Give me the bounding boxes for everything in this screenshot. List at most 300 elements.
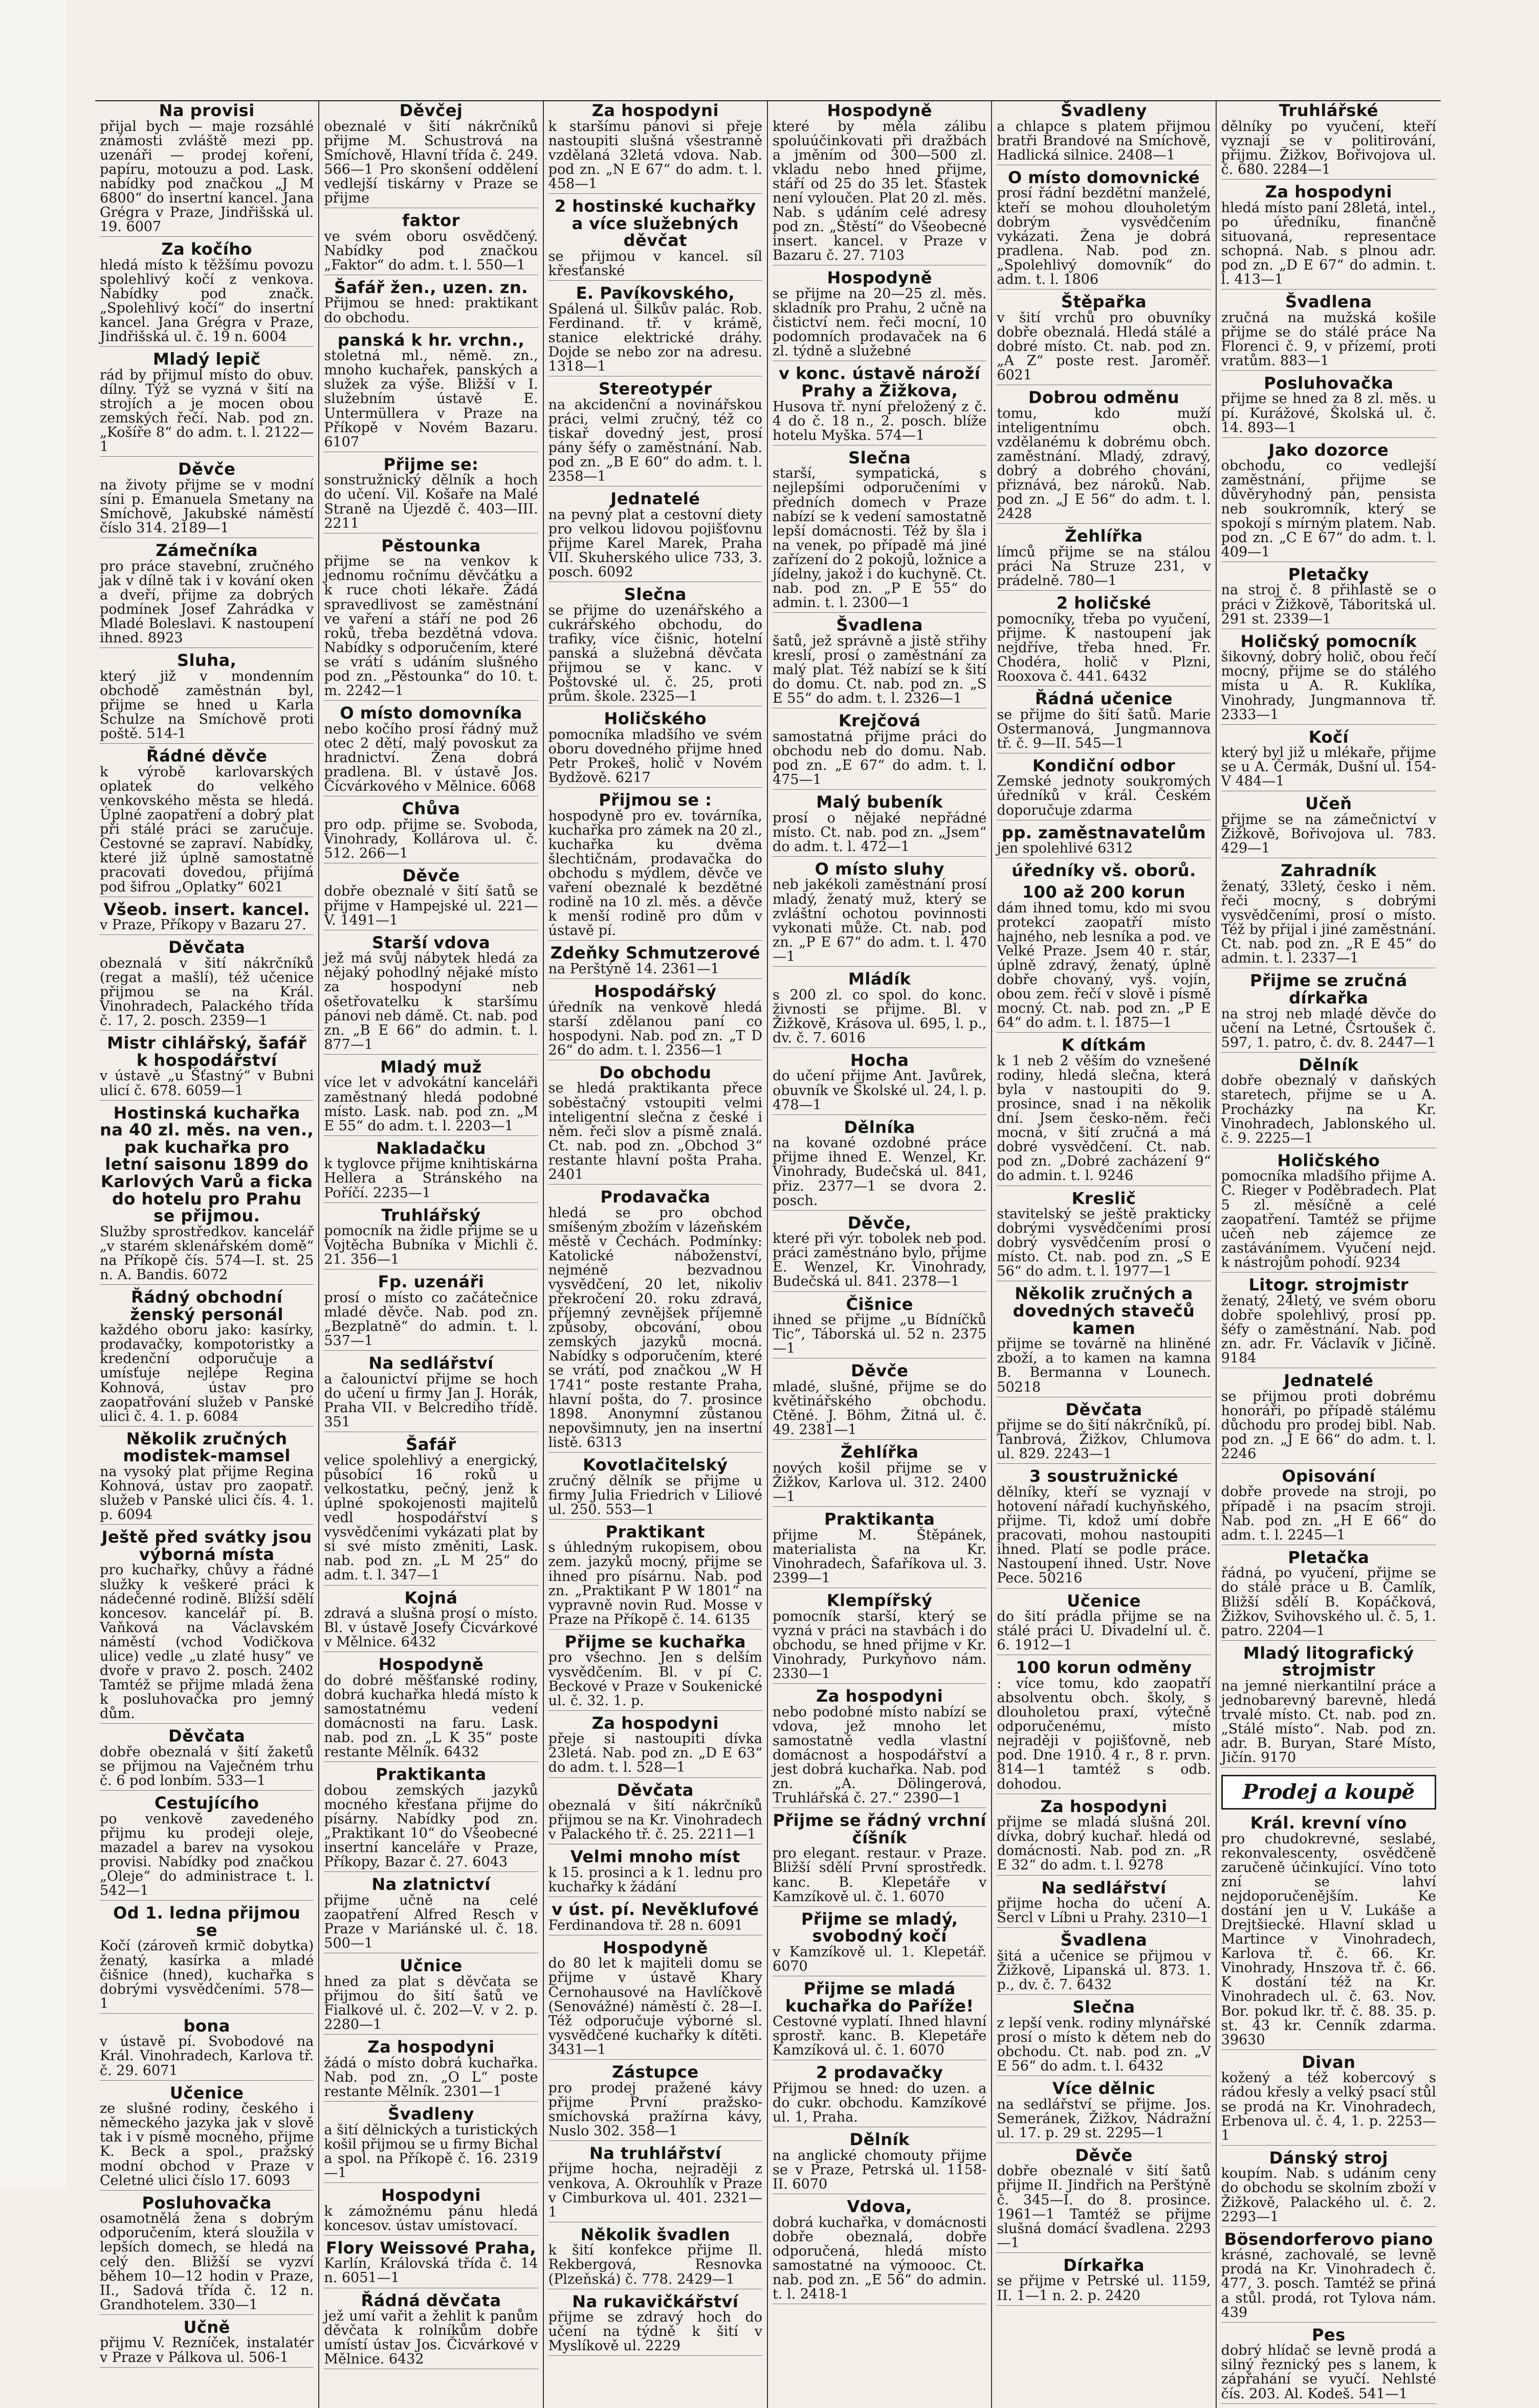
classified-ad xyxy=(773,270,986,361)
classified-ad xyxy=(324,2106,538,2183)
ad-heading: Za hospodyni xyxy=(1265,182,1392,202)
classified-ad xyxy=(1221,2150,1436,2227)
ad-heading: Zámečníka xyxy=(156,541,258,561)
ad-body: ženatý, 24letý, ve svém oboru dobře spolehlivý, prosí pp. šéfy o zaměstnání. Nab. pod zn. adr. Fr. Václavík v Jičíně. 9184 xyxy=(1221,1294,1436,1368)
ad-body: krásné, zachovalé, se levně prodá na Kr. Vinohradech č. 477, 3. posch. Tamtéž se přiná a stůl. prodá, rot Tylova nám. 439 xyxy=(1221,2248,1436,2322)
classified-ad xyxy=(100,2018,314,2081)
ad-heading: Přijme se kuchařka xyxy=(564,1632,746,1652)
ad-heading: Švadlena xyxy=(1285,292,1372,311)
ad-body: přijme se do šití nákrčníků, pí. Tanbrová, Žižkov, Chlumova ul. 829. 2243—1 xyxy=(997,1418,1211,1464)
ad-body: koupím. Nab. s udáním ceny do obchodu se skolním zboží v Žižkově, Palackého ul. č. 2. 2293—1 xyxy=(1221,2167,1436,2226)
classified-ad xyxy=(324,1590,538,1653)
ad-heading: Hospodyně xyxy=(827,268,932,288)
classified-ad xyxy=(997,1798,1211,1876)
classified-ad xyxy=(324,705,538,796)
ad-heading: Praktikanta xyxy=(376,1765,487,1785)
ad-heading: Slečna xyxy=(848,448,911,467)
classified-ad xyxy=(1221,729,1436,792)
ad-body: pomocníka mladšího přijme A. C. Rieger v Poděbradech. Plat 5 zl. měsíčně a celé zaopatření. Tamtéž se přijme učeň neb zájemce ze zastávánímem. Vyučení nejd. k nástrojům pohodí. 9234 xyxy=(1221,1169,1436,1273)
classified-ad xyxy=(100,102,314,237)
classified-ad xyxy=(548,378,762,486)
classified-ad xyxy=(548,1782,762,1845)
ad-heading: 2 hostinské kuchařky a více služebných děvčat xyxy=(554,196,756,251)
ad-heading: Dělníka xyxy=(844,1117,915,1137)
ad-heading: O místo sluhy xyxy=(815,859,944,879)
ad-heading: Za hospodyni xyxy=(591,1713,719,1733)
ad-body: na akcidenční a novinářskou práci, velmi zručný, též co tiskař dovedný jest, prosí pány šéfy o zaměstnání. Nab. pod zn. „B E 60“ do adm. t. l. 2358—1 xyxy=(548,398,762,486)
ad-body: přijmu V. Rezníček, instalatér v Praze v Pálkova ul. 506-1 xyxy=(100,2336,314,2367)
classified-ad xyxy=(548,1189,762,1453)
ad-body: který již v mondenním obchodě zaměstnán byl, přijme se hned u Karla Schulze na Smíchově proti poště. 514-1 xyxy=(100,670,314,744)
ad-heading: Flory Weissové Praha, xyxy=(325,2238,537,2258)
ad-heading: pp. zaměstnavatelům xyxy=(1001,822,1206,842)
ad-body: na kované ozdobné práce přijme ihned E. Wenzel, Kr. Vinohrady, Budečská ul. 841, přiz. 2377—1 se dvora 2. posch. xyxy=(773,1136,986,1210)
classified-ad xyxy=(100,1529,314,1724)
classified-ad xyxy=(100,1795,314,1901)
ad-body: samostatná přijme práci do obchodu neb do domu. Nab. pod zn. „E 67“ do adm. t. l. 475—1 xyxy=(773,730,986,790)
ad-body: velice spolehlivý a energický, působící 16 roků u velkostatku, pečný, jenž k úplné spokojenosti majitelů vedl hospodářství s vysvědčeními vykázati plat by si své místo změniti, Lask. nab. pod zn. „L M 25“ do adm. t. l. 347—1 xyxy=(324,1454,538,1586)
classified-ad xyxy=(773,1812,986,1907)
ad-heading: 100 až 200 korun xyxy=(1022,882,1185,902)
ad-heading: Posluhovačka xyxy=(142,2193,272,2213)
classified-ad xyxy=(773,1052,986,1115)
ad-heading: Děvčej xyxy=(399,101,463,120)
ad-body: na stroj neb mladé děvče do učení na Letné, Čsrtoušek č. 597, 1. patro, č. dv. 8. 2447—1 xyxy=(1221,1007,1436,1053)
classified-ad xyxy=(548,2145,762,2222)
ad-heading: Od 1. ledna přijmou se xyxy=(113,1903,301,1940)
classified-ad xyxy=(324,538,538,701)
ad-body: jež umí vařit a žehlit k panům děvčata k rolníkům dobře umístí ústav Jos. Čicvárkové v Mělnice. 6432 xyxy=(324,2309,538,2369)
ad-body: přijme se na venkov k jednomu ročnímu děvčátku a k ruce choti lékaře. Žádá spravedlivost se zaměstnání ve vaření a stáří ne pod 26 roků, třeba bezdětná vdova. Nabídky s odporučením, které se vrátí s udáním slušného pod zn. „Pěstounka“ do 10. t. m. 2242—1 xyxy=(324,554,538,701)
classified-ad xyxy=(773,365,986,445)
classified-ad xyxy=(773,1592,986,1684)
ad-heading: Přijme se: xyxy=(383,454,479,474)
ad-body: a šití dělnických a turistických košil přijmou se u firmy Bichal a spol. na Příkopě č. 16. 2319—1 xyxy=(324,2123,538,2183)
ad-heading: Řádná děvčata xyxy=(361,2290,501,2310)
classified-ad xyxy=(1221,442,1436,562)
classified-ad xyxy=(1221,633,1436,725)
ad-heading: Na sedlářství xyxy=(1041,1878,1167,1898)
classified-ad xyxy=(1221,972,1436,1052)
classified-ad xyxy=(100,241,314,347)
ad-body: se přijmou v kancel. síl křesťanské xyxy=(548,250,762,281)
ad-body: prosí o nějaké nepřádné místo. Ct. nab. pod zn. „Jsem“ do adm. t. l. 472—1 xyxy=(773,811,986,857)
ad-body: Karlín, Královská třída č. 14 n. 6051—1 xyxy=(324,2257,538,2288)
ad-heading: Děvčata xyxy=(1065,1399,1142,1419)
ad-body: zručný dělník se přijme u firmy Julia Friedrich v Liliové ul. 250. 553—1 xyxy=(548,1474,762,1520)
ad-body: nebo kočího prosí řádný muž otec 2 dětí, malý povoskut za hradnictví. Žena dobrá pradlena. Bl. v ústavě Jos. Čícvárkového v Mělnice. 6068 xyxy=(324,722,538,796)
ad-body: přeje si nastoupiti dívka 23letá. Nab. pod zn. „D E 63“ do adm. t. l. 528—1 xyxy=(548,1732,762,1777)
ad-body: pro chudokrevné, seslabé, rekonvalescenty, osvědčeně zaručeně účinkující. Víno toto zní se lahví nejdoporučenějším. Ke dostání jen u V. Lukáše a Drejtšiecké. Hlavní sklad u Martince v Vinohradech, Karlova tř. č. 66. Kr. Vinohrady, Hnszova tř. č. 66. K dostání též na Kr. Vinohradech ul. č. 63. Nov. Bor. pokud lkr. tř. č. 88. 35. p. st. 43 kr. Cenník zdarma. 39630 xyxy=(1221,1832,1436,2050)
ad-body: Přijmou se hned: do uzen. a do cukr. obchodu. Kamzíkové ul. 1, Praha. xyxy=(773,2082,986,2127)
classified-ad xyxy=(100,1035,314,1100)
ad-column-3 xyxy=(544,101,768,2408)
ad-body: pro odp. přijme se. Svoboda, Vinohrady, Kollárova ul. č. 512. 266—1 xyxy=(324,818,538,863)
ad-body: zručná na mužská košile přijme se do stálé práce Na Florenci č. 9, v přízemí, proti vratům. 883—1 xyxy=(1221,311,1436,371)
ad-heading: Na truhlářství xyxy=(589,2143,721,2163)
ad-heading: Děvče, xyxy=(847,1213,912,1233)
ad-heading: Děvčata xyxy=(168,938,246,957)
ad-body: s úhledným rukopisem, obou zem. jazyků mocný, přijme se ihned pro písárnu. Nab. pod zn. „Praktikant P W 1801“ na vypravně novin Rud. Mosse v Praze na Příkopě č. 14. 6135 xyxy=(548,1541,762,1629)
classified-ad xyxy=(997,1880,1211,1928)
ad-heading: Pletačka xyxy=(1288,1547,1370,1567)
ad-heading: Zdeňky Schmutzerové xyxy=(550,943,760,963)
ad-heading: K dítkám xyxy=(1061,1035,1147,1055)
ad-body: pomocníky, třeba po vyučení, přijme. K nastoupení jak nejdříve, třeba hned. Fr. Chodéra, holič v Plzni, Rooxova č. 441. 6432 xyxy=(997,612,1211,686)
classified-ad xyxy=(324,1140,538,1203)
ad-heading: Šafář žen., uzen. zn. xyxy=(334,277,528,297)
classified-ad xyxy=(324,1766,538,1872)
classified-ad xyxy=(548,586,762,706)
classified-ad xyxy=(997,169,1211,289)
ad-heading: Na zlatnictví xyxy=(371,1875,491,1894)
ad-heading: Švadlena xyxy=(1060,1930,1148,1950)
section-title-prodej-a-koupe: Prodej a koupě xyxy=(1221,1775,1436,1810)
ad-body: dělníky, kteří se vyznají v hotovení nářadí kuchyňského, přijme. Ti, kdož umí dobře pracovati, mohou nastoupiti ihned. Platí se podle práce. Nastoupení ihned. Ustr. Nove Pece. 50216 xyxy=(997,1485,1211,1589)
ad-body: Zemské jednoty soukromých úředníků v král. Českém doporučuje zdarma xyxy=(997,774,1211,820)
ad-heading: 100 korun odměny xyxy=(1016,1658,1192,1678)
ad-body: kožený a též kobercový s rádou křesly a velký psací stůl se prodá na Kr. Vinohradech, Erbenova ul. č. 4, 1. p. 2253—1 xyxy=(1221,2071,1436,2145)
ad-body: po venkově zavedeného přijmu ku prodeji oleje, mazadel a barev na vysokou provisi. Nabídky pod značkou „Oleje“ do administrace t. l. 542—1 xyxy=(100,1812,314,1901)
ad-body: v ústavě pí. Svobodové na Král. Vinohradech, Karlova tř. č. 29. 6071 xyxy=(100,2035,314,2080)
ad-heading: Opisování xyxy=(1282,1466,1376,1486)
ad-body: stoletná ml., němě. zn., mnoho kuchařek, panských a služek za výše. Bližší v I. služebním ústavě E. Untermüllera v Praze na Příkopě v Novém Bazaru. 6107 xyxy=(324,349,538,452)
ad-body: na sedlářství se přijme. Jos. Semeránek, Žižkov, Nádražní ul. 17. p. 29 st. 2295—1 xyxy=(997,2098,1211,2143)
classified-ad xyxy=(773,102,986,265)
ad-body: dobře provede na stroji, po případě i na psacím stroji. Nab. pod zn. „H E 66“ do adm. t. l. 2245—1 xyxy=(1221,1485,1436,1545)
ad-heading: Hospodyně xyxy=(827,101,932,120)
ad-heading: faktor xyxy=(402,211,460,231)
classified-ad xyxy=(324,934,538,1055)
ad-body: prosí řádní bezdětní manželé, kteří se mohou dlouholetým dobrým vysvědčením vykázati. Žena je dobrá pradlena. Nab. pod zn. „Spolehlivý domovník“ do adm. t. l. 1806 xyxy=(997,186,1211,289)
ad-body: dobrá kuchařka, v domácnosti dobře obeznalá, dobře odporučená, hledá místo samostatné na výmoooc. Ct. nab. pod zn. „E 56“ do admin. t. l. 2418-1 xyxy=(773,2216,986,2304)
ad-heading: Na sedlářství xyxy=(368,1353,494,1373)
classified-ad xyxy=(1221,2327,1436,2404)
ad-body: ze slušné rodiny, českého i německého jazyka jak v slově tak i v písmě mocného, přijme K. Beck a spol., pražský modní obchod v Praze v Celetné ulici číslo 17. 6093 xyxy=(100,2102,314,2190)
classified-ad xyxy=(548,945,762,979)
classified-ad xyxy=(548,1634,762,1711)
ad-body: límců přijme se na stálou práci Na Struze 231, v prádelně. 780—1 xyxy=(997,545,1211,591)
ad-heading: Děvče xyxy=(402,865,460,885)
ad-body: ve svém oboru osvědčený. Nabídky pod značkou „Faktor“ do adm. t. l. 550—1 xyxy=(324,230,538,275)
ad-heading: Kreslič xyxy=(1071,1188,1136,1208)
ad-heading: Vdova, xyxy=(847,2197,912,2217)
ad-heading: úředníky vš. oborů. xyxy=(1012,861,1196,881)
ad-heading: Na rukavičkářství xyxy=(572,2291,739,2311)
ad-body: dobou zemských jazyků mocného křesťana přijme do písárny. Nabídky pod zn. „Praktikant 10“ do Všeobecné insertní kanceláře v Praze, Příkopy, Bazar č. 27. 6043 xyxy=(324,1783,538,1872)
classified-ad xyxy=(997,884,1211,1033)
ad-heading: Děvče xyxy=(1075,2145,1133,2165)
ad-body: v Praze, Příkopy v Bazaru 27. xyxy=(100,918,314,935)
ad-heading: Bösendorferovo piano xyxy=(1224,2229,1433,2249)
ad-heading: Přijmou se : xyxy=(599,790,712,810)
classified-ad xyxy=(100,2085,314,2191)
classified-ad xyxy=(324,1876,538,1953)
ad-heading: Přijme se mladý, svobodný kočí xyxy=(801,1909,958,1946)
ad-body: obchodu, co vedlejší zaměstnání, přijme se důvěryhodný pán, pensista neb soukromník, který se spokojí s mírným platem. Nab. pod zn. „C E 67“ do adm. t. l. 409—1 xyxy=(1221,459,1436,562)
ad-heading: E. Pavíkovského, xyxy=(576,283,735,303)
ad-heading: Děvče xyxy=(178,459,236,479)
ad-body: hledá místo k těžšímu povozu spolehlivý kočí z venkova. Nabídky pod značk. „Spolehlivý kočí“ do insertní kancel. Jana Grégra v Praze, Jindřišská ul. č. 19 n. 6004 xyxy=(100,258,314,347)
ad-heading: Klempířský xyxy=(826,1591,933,1611)
ad-body: obeznalé v šití nákrčníků přijme M. Schustrová na Smíchově, Hlavní třída č. 249. 566—1 Pro skonšení oddělení vedlejší tiskárny v Praze se přijme xyxy=(324,120,538,208)
ad-body: na anglické chomouty přijme se v Praze, Petrská ul. 1158-II. 6070 xyxy=(773,2149,986,2194)
ad-body: z lepší venk. rodiny mlynářské prosí o místo k dětem neb do obchodu. Ct. nab. pod zn. „V E 56“ do adm. t. l. 6432 xyxy=(997,2016,1211,2076)
ad-heading: Více dělnic xyxy=(1052,2078,1156,2098)
classified-ad xyxy=(548,198,762,281)
ad-heading: Mistr cihlářský, šafář k hospodářství xyxy=(107,1033,307,1070)
classified-ad xyxy=(1221,2231,1436,2323)
ad-heading: Švadleny xyxy=(1061,101,1147,120)
classified-ad xyxy=(324,1059,538,1136)
ad-heading: Mladý lepič xyxy=(153,349,261,369)
ad-heading: Kojná xyxy=(404,1588,458,1608)
ad-heading: 2 holičské xyxy=(1056,593,1152,613)
ad-body: na jemné nierkantilní práce a jednobarevný barevně, hledá trvalé místo. Ct. nab. pod zn. „Stálé místo“. Nab. pod zn. adr. B. Buryan, Staré Místo, Jičín. 9170 xyxy=(1221,1679,1436,1768)
classified-ad xyxy=(548,490,762,582)
ad-body: Přijmou se hned: praktikant do obchodu. xyxy=(324,296,538,327)
classified-ad xyxy=(548,285,762,376)
ad-heading: Řádný obchodní ženský personál xyxy=(130,1287,284,1324)
ad-heading: Přijme se řádný vrchní číšník xyxy=(773,1811,986,1847)
ad-body: pro prodej pražené kávy přijme První pražsko-smíchovská pražírna kávy, Nuslo 302. 358—1 xyxy=(548,2081,762,2141)
classified-ad xyxy=(548,983,762,1060)
ad-heading: Praktikant xyxy=(605,1522,705,1542)
classified-ad xyxy=(548,1064,762,1185)
ad-heading: Několik zručných a dovedných stavečů kamen xyxy=(1013,1284,1195,1338)
ad-body: v šití vrchů pro obuvníky dobře obeznalá. Hledá stálé a dobré místo. Ct. nab. pod zn. „A Z“ poste rest. Jaroměř. 6021 xyxy=(997,311,1211,385)
classified-ad xyxy=(100,461,314,538)
classified-ad xyxy=(1221,102,1436,180)
classified-ad xyxy=(1221,1645,1436,1768)
ad-body: dám ihned tomu, kdo mi svou protekcí zaopatří místo hajného, neb lesníka a pod. ve Velké Praze. Jsem 40 r. stár, úplně zdravý, ženatý, úplně dobře chovaný, vyš. vojín, obou zem. řečí v slově i písmě mocný. Ct. nab. pod zn. „P E 64“ do adm. t. l. 1875—1 xyxy=(997,901,1211,1033)
ad-heading: Dělník xyxy=(849,2130,910,2150)
ad-heading: Krejčová xyxy=(838,711,921,731)
ad-body: : více tomu, kdo zaopatří absolventu obch. školy, s dlouholetou praxí, výtečně odporučenému, místo nejraději v pojišťovně, neb pod. Dne 1910. 4 r., 8 r. prvn. 814—1 tamtéž s odb. dohodou. xyxy=(997,1677,1211,1794)
classified-ad xyxy=(100,2319,314,2368)
ad-body: na vysoký plat přijme Regina Kohnová, ústav pro zaopatř. služeb v Panské ulici čís. 4. 1. p. 6094 xyxy=(100,1465,314,1525)
classified-ad xyxy=(1221,294,1436,371)
ad-body: dobrý hlídač se levně prodá a silný řeznický pes s lanem, k zápřahání se vyučí. Nehlsté čís. 203. Al. Kodeš. 541—1 xyxy=(1221,2344,1436,2403)
ad-body: v ústavě „u Šťastný“ v Bubni ulicí č. 678. 6059—1 xyxy=(100,1069,314,1100)
classified-ad xyxy=(1221,1372,1436,1464)
ad-column-5 xyxy=(992,101,1216,2408)
ad-heading: Hocha xyxy=(850,1050,909,1070)
ad-heading: Na provisi xyxy=(159,101,255,120)
ad-body: šitá a učenice se přijmou v Žižkově, Lipanská ul. 873. 1. p., dv. č. 7. 6432 xyxy=(997,1949,1211,1995)
ad-heading: Čišnice xyxy=(846,1294,913,1314)
ad-column-6 xyxy=(1217,101,1441,2408)
ad-heading: Ještě před svátky jsou výborná místa xyxy=(101,1527,312,1564)
classified-ad xyxy=(548,1457,762,1520)
classified-ad xyxy=(324,2187,538,2236)
ad-heading: Přijme se mladá kuchařka do Paříže! xyxy=(785,1979,974,2016)
ad-heading: Děvče xyxy=(851,1361,909,1381)
classified-ad xyxy=(1221,1152,1436,1273)
ad-body: které při výr. tobolek neb pod. práci zaměstnáno bylo, přijme E. Wenzel, Kr. Vinohrady, Budečská ul. 841. 2378—1 xyxy=(773,1232,986,1291)
ad-body: pro elegant. restaur. v Praze. Bližší sdělí První sprostředk. kanc. B. Klepetáře v Kamzíkově ul. č. 1. 6070 xyxy=(773,1846,986,1906)
ad-heading: Pes xyxy=(1311,2325,1346,2345)
ad-body: přijme hocha, nejraději z venkova, A. Okrouhlík v Praze v Cimburkova ul. 401. 2321—1 xyxy=(548,2162,762,2222)
ad-column-4 xyxy=(768,101,992,2408)
ad-heading: Kočí xyxy=(1308,727,1349,747)
ad-body: Ferdinandova tř. 28 n. 6091 xyxy=(548,1919,762,1935)
classified-ad xyxy=(997,528,1211,591)
ad-heading: Zástupce xyxy=(612,2062,699,2082)
classified-ad xyxy=(773,2064,986,2127)
classified-ad xyxy=(997,1593,1211,1656)
classified-ad xyxy=(773,712,986,790)
ad-heading: Za hospodyni xyxy=(367,2037,495,2057)
ad-heading: Řádná učenice xyxy=(1035,688,1173,708)
ad-body: neb jakékoli zaměstnání prosí mladý, ženatý muž, který se zvláštní ochotou povinnosti vykonati může. Ct. nab. pod zn. „P E 67“ do adm. t. l. 470—1 xyxy=(773,878,986,966)
ad-heading: Velmi mnoho míst xyxy=(570,1847,740,1867)
ad-heading: Štěpařka xyxy=(1061,292,1147,311)
classified-ad xyxy=(997,595,1211,686)
ad-heading: Holičského xyxy=(604,709,707,729)
ad-heading: Holičského xyxy=(1277,1150,1380,1170)
classified-ad xyxy=(1221,566,1436,629)
ad-heading: Několik zručných modistek-mamsel xyxy=(123,1429,291,1466)
ad-body: na pevný plat a cestovní diety pro velkou lidovou pojišťovnu přijme Karel Marek, Praha VII. Skuherského ulice 733, 3. posch. 6092 xyxy=(548,508,762,582)
classified-ad xyxy=(997,2080,1211,2143)
ad-body: pomocníka mladšího ve svém oboru dovedného přijme hned Petr Prokeš, holič v Novém Bydžově. 6217 xyxy=(548,728,762,788)
ad-body: úředník na venkově hledá starší zdělanou paní co hospodyni. Nab. pod zn. „T D 26“ do adm. t. l. 2356—1 xyxy=(548,1000,762,1060)
classified-ad xyxy=(324,102,538,208)
ad-body: pro všechno. Jen s delším vysvědčením. Bl. v pí C. Beckové v Praze v Soukenické ul. č. 32. 1. p. xyxy=(548,1651,762,1710)
ad-heading: Dánský stroj xyxy=(1269,2148,1388,2168)
ad-body: se přijme do uzenářského a cukrářského obchodu, do trafiky, více čišnic, hotelní panská a služebná děvčata přijmou se v kanc. v Poštovské ul. č. 25, proti prům. škole. 2325—1 xyxy=(548,604,762,707)
ad-heading: Za hospodyni xyxy=(1040,1796,1168,1816)
ad-body: dělníky po vyučení, kteří vyznají se v politirování, přijmu. Žižkov, Bořivojova ul. č. 680. 2284—1 xyxy=(1221,120,1436,180)
ad-body: na Perštýně 14. 2361—1 xyxy=(548,962,762,979)
classified-ad xyxy=(548,1901,762,1935)
ad-body: Cestovné vyplatí. Ihned hlavní sprostř. kanc. B. Klepetáře Kamzíková ul. č. 1. 6070 xyxy=(773,2015,986,2060)
ad-column-1 xyxy=(95,101,319,2408)
ad-body: k šití konfekce přijme Il. Rekbergová, Resnovka (Plzeňská) č. 778. 2429—1 xyxy=(548,2243,762,2289)
ad-body: hledá místo paní 28letá, intel., po úředníku, finančně situovaná, representace schopná. Nab. s plnou adr. pod zn. „D E 67“ do admin. t. l. 413—1 xyxy=(1221,201,1436,289)
ad-body: s 200 zl. co spol. do konc. živnosti se přijme. Bl. v Žižkově, Krásova ul. 695, l. p., dv. č. 7. 6016 xyxy=(773,988,986,1048)
ad-body: k 1 neb 2 věším do vznešené rodiny, hledá slečna, která byla v nastoupiti do 9. prosince, snad i na několik dní. Jsem česko-něm. řeči mocná, v šití zručná a má dobré vysvědčení. Ct. nab. pod zn. „Dobré zacházení 9“ do admin. t. l. 9246 xyxy=(997,1054,1211,1186)
classified-ad xyxy=(1221,1468,1436,1545)
ad-body: Husova tř. nyní přeložený z č. 4 do č. 18 n., 2. posch. blíže hotelu Myška. 574—1 xyxy=(773,400,986,445)
page-margin xyxy=(0,0,67,2188)
ad-heading: Stereotypér xyxy=(599,378,712,398)
ad-heading: Jako dozorce xyxy=(1268,440,1389,460)
classified-ad xyxy=(997,1285,1211,1397)
ad-body: k 15. prosinci a k 1. lednu pro kuchařky k žádání xyxy=(548,1866,762,1897)
classified-ad xyxy=(548,1715,762,1778)
ad-heading: Jednatelé xyxy=(1284,1370,1374,1390)
classified-ad xyxy=(324,1656,538,1762)
ad-body: šikovný, dobrý holič, obou řečí mocný, přijme se do stálého místa u A. R. Kuklíka, Vinohrady, Jungmannova tř. 2333—1 xyxy=(1221,650,1436,724)
ad-heading: Učnice xyxy=(400,1956,463,1976)
classified-ad xyxy=(773,1911,986,1976)
ad-heading: Mládík xyxy=(848,969,911,989)
ad-body: pro práce stavební, zručného jak v dílně tak i v kování oken a dveří, přijme za dobrých podmínek Josef Zahrádka v Mladé Boleslavi. K nastoupení ihned. 8923 xyxy=(100,560,314,648)
ad-heading: Slečna xyxy=(1072,1997,1135,2017)
ad-body: se přijmou proti dobrému honoráři, po případě stálému důchodu pro prodej bibl. Nab. pod zn. „J E 66“ do adm. t. l. 2246 xyxy=(1221,1390,1436,1464)
ad-body: starší, sympatická, s nejlepšími odporučeními v předních domech v Praze nabízí se k vedení samostatně lepší domácnosti. Též by šla i na venek, po případě má jiné zařízení do 2 pokojů, ložnice a jídelny, jakož i do kuchyně. Ct. nab. pod zn. „P E 55“ do admin. t. l. 2300—1 xyxy=(773,466,986,613)
ad-body: dobře obeznalé v šití šatů přijme II. Jindřich na Perštýně č. 345—I. do 8. prosince. 1961—1 Tamtéž se přijme slušná domácí švadlena. 2293—1 xyxy=(997,2164,1211,2253)
classified-ad xyxy=(773,1119,986,1211)
ad-body: žádá o místo dobrá kuchařka. Nab. pod zn. „O L“ poste restante Mělník. 2301—1 xyxy=(324,2056,538,2102)
ad-body: ihned se přijme „u Bídníčků Tic“, Táborská ul. 52 n. 2375—1 xyxy=(773,1313,986,1358)
ad-heading: Několik švadlen xyxy=(580,2224,731,2244)
ad-body: k tyglovce přijme knihtiskárna Hellera a Stránského na Poříčí. 2235—1 xyxy=(324,1157,538,1202)
ad-body: přijme M. Štěpánek, materialista na Kr. Vinohradech, Šafaříkova ul. 3. 2399—1 xyxy=(773,1528,986,1588)
classified-ad xyxy=(100,1289,314,1426)
ad-body: zdravá a slušná prosí o místo. Bl. v ústavě Josefy Čicvárkové v Mělnice. 6432 xyxy=(324,1607,538,1652)
classified-ad xyxy=(324,279,538,328)
ad-heading: Hospodyni xyxy=(381,2186,481,2205)
classified-ad xyxy=(997,1659,1211,1794)
ad-heading: Všeob. insert. kancel. xyxy=(103,899,310,919)
classified-ad xyxy=(997,1468,1211,1588)
classified-ad xyxy=(548,2064,762,2141)
classified-ad xyxy=(997,2257,1211,2306)
classified-ad xyxy=(997,1999,1211,2076)
ad-body: k výrobě karlovarských oplatek do velkého venkovského města se hledá. Úplné zaopatření a dobrý plat při stálé práci se zaručuje. Cestovné se zapraví. Nabídky, které již úplně samostatně pracovati dovedou, přijímá pod šifrou „Oplatky“ 6021 xyxy=(100,765,314,897)
ad-body: hned za plat s děvčata se přijmou do šití šatů ve Fialkové ul. č. 202—V. v 2. p. 2280—1 xyxy=(324,1975,538,2035)
ad-body: k staršímu pánovi si přeje nastoupiti slušná všestranně vzdělaná 32letá vdova. Nab. pod zn. „N E 67“ do adm. t. l. 458—1 xyxy=(548,120,762,194)
ad-body: nových košil přijme se v Žižkov, Karlova ul. 312. 2400—1 xyxy=(773,1461,986,1507)
ad-heading: Kovotlačitelský xyxy=(583,1455,728,1475)
ad-heading: Holičský pomocník xyxy=(1240,631,1417,651)
ad-body: do učení přijme Ant. Javůrek, obuvník ve Školské ul. 24, l. p. 478—1 xyxy=(773,1069,986,1114)
classified-ad xyxy=(773,971,986,1048)
classified-ad xyxy=(1221,2054,1436,2146)
ad-column-2 xyxy=(319,101,543,2408)
classified-ad xyxy=(100,542,314,648)
ad-heading: Praktikanta xyxy=(824,1509,935,1529)
ad-heading: Děvčata xyxy=(617,1780,694,1800)
ad-heading: Žehlířka xyxy=(1065,526,1143,546)
ad-heading: bona xyxy=(183,2016,230,2036)
ad-body: a čalounictví přijme se hoch do učení u firmy Jan J. Horák, Praha VII. v Belcrediho třídě. 351 xyxy=(324,1372,538,1432)
ad-body: Služby sprostředkov. kancelář „v starém sklenářském domě“ na Příkopě čís. 574—I. st. 25 n. A. Bandis. 6072 xyxy=(100,1225,314,1285)
classified-ad xyxy=(997,294,1211,385)
ad-heading: Přijme se zručná dírkařka xyxy=(1249,971,1408,1008)
ad-body: které by měla zálibu spoluúčinkovati při dražbách a jměním od 300—500 zl. vkladu nebo hned přijme, stáří od 25 do 35 let. Šťastek není vyloučen. Plat 20 zl. měs. Nab. s udáním celé adresy pod zn. „Štěstí“ do Všeobecné insert. kancel. v Praze v Bazaru č. 27. 7103 xyxy=(773,120,986,266)
ad-heading: Hospodářský xyxy=(593,981,717,1001)
classified-ad xyxy=(548,1524,762,1630)
ad-body: nebo podobné místo nabízí se vdova, jež mnoho let samostatně vedla vlastní domácnost a hospodářství a jest dobrá kuchařka. Nab. pod zn. „A. Dölingerová, Truhlářská č. 27.“ 2390—1 xyxy=(773,1705,986,1809)
ad-body: na stroj č. 8 přihlastě se o práci v Žižkově, Táboritská ul. 291 st. 2339—1 xyxy=(1221,583,1436,629)
classified-ad xyxy=(773,1444,986,1507)
classified-ad xyxy=(100,1905,314,2014)
classified-ad xyxy=(773,2198,986,2304)
classified-ad xyxy=(548,1848,762,1897)
classified-ad xyxy=(324,2292,538,2370)
ad-heading: Dírkařka xyxy=(1063,2255,1145,2275)
classified-ad xyxy=(1221,1277,1436,1368)
ad-body: prosí o místo co začátečnice mladé děvče. Nab. pod zn. „Bezplatně“ do admin. t. l. 537—1 xyxy=(324,1291,538,1351)
ad-body: pomocník starší, který se vyzná v práci na stavbách i do obchodu, se hned přijme v Kr. Vinohrady, Purkyňovo nám. 2330—1 xyxy=(773,1610,986,1684)
ad-heading: Učenice xyxy=(1067,1591,1141,1611)
ad-body: rád by přijmul místo do obuv. dílny. Týž se vyzná v šití na strojích a je mocen obou zemských řečí. Nab. pod zn. „Košíře 8“ do adm. t. l. 2122—1 xyxy=(100,368,314,457)
ad-heading: Hospodyně xyxy=(378,1655,484,1675)
classified-ad xyxy=(548,710,762,788)
ad-heading: Mladý litografický strojmistr xyxy=(1243,1643,1414,1680)
ad-body: dobře obeznalý v daňských staretech, přijme se u A. Procházky na Kr. Vinohradech, Jablonského ul. č. 9. 2225—1 xyxy=(1221,1074,1436,1148)
ad-body: přijme se mladá slušná 20l. dívka, dobrý kuchař. hledá od domácnosti. Nab. pod zn. „R E 32“ do adm. t. l. 9278 xyxy=(997,1815,1211,1875)
classified-ad xyxy=(1221,1549,1436,1641)
ad-body: přijme se zdravý hoch do učení na týdně k šití v Myslíkově ul. 2229 xyxy=(548,2310,762,2356)
classified-ad xyxy=(997,1401,1211,1464)
ad-body: se přijme v Petrské ul. 1159, II. 1—1 n. 2. p. 2420 xyxy=(997,2274,1211,2305)
ad-body: přijme se hned za 8 zl. měs. u pí. Kurážové, Školská ul. č. 14. 893—1 xyxy=(1221,392,1436,437)
